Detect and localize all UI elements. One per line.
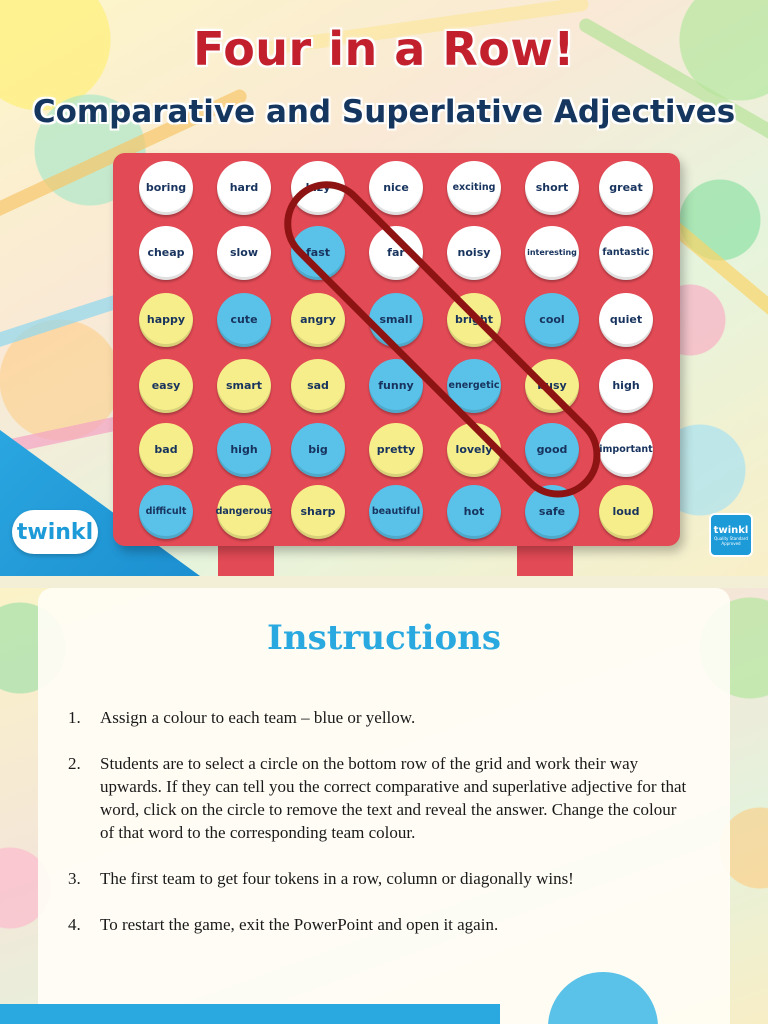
grid-circle-boring[interactable]: boring xyxy=(139,161,193,215)
grid-circle-cute[interactable]: cute xyxy=(217,293,271,347)
badge-title: twinkl xyxy=(713,524,749,536)
instruction-text: To restart the game, exit the PowerPoint and open it again. xyxy=(100,915,499,934)
grid-circle-far[interactable]: far xyxy=(369,226,423,280)
grid-circle-cheap[interactable]: cheap xyxy=(139,226,193,280)
grid-circle-cool[interactable]: cool xyxy=(525,293,579,347)
grid-circle-bad[interactable]: bad xyxy=(139,423,193,477)
instruction-number: 3. xyxy=(68,869,81,888)
instruction-item xyxy=(68,913,688,936)
grid-circle-dangerous[interactable]: dangerous xyxy=(217,485,271,539)
instruction-item xyxy=(68,706,688,729)
grid-circle-sad[interactable]: sad xyxy=(291,359,345,413)
grid-circle-great[interactable]: great xyxy=(599,161,653,215)
grid-circle-pretty[interactable]: pretty xyxy=(369,423,423,477)
instruction-text: The first team to get four tokens in a row, column or diagonally wins! xyxy=(100,869,574,888)
grid-circle-hot[interactable]: hot xyxy=(447,485,501,539)
grid-circle-difficult[interactable]: difficult xyxy=(139,485,193,539)
grid-circle-sharp[interactable]: sharp xyxy=(291,485,345,539)
grid-circle-funny[interactable]: funny xyxy=(369,359,423,413)
logo-text: twinkl xyxy=(16,519,94,545)
instruction-number: 2. xyxy=(68,754,81,773)
instructions-slide xyxy=(0,588,768,1024)
game-subtitle: Comparative and Superlative Adjectives xyxy=(32,94,736,130)
instruction-number: 1. xyxy=(68,708,81,727)
grid-circle-slow[interactable]: slow xyxy=(217,226,271,280)
badge-subtitle: Quality Standard Approved xyxy=(714,535,748,546)
instruction-number: 4. xyxy=(68,915,81,934)
twinkl-logo xyxy=(12,510,98,554)
grid-circle-fast[interactable]: fast xyxy=(291,226,345,280)
grid-circle-big[interactable]: big xyxy=(291,423,345,477)
token-grid xyxy=(113,153,680,546)
grid-circle-bright[interactable]: bright xyxy=(447,293,501,347)
grid-circle-short[interactable]: short xyxy=(525,161,579,215)
instruction-item xyxy=(68,752,688,844)
instructions-panel xyxy=(38,588,730,1024)
quality-badge xyxy=(709,513,753,557)
grid-circle-busy[interactable]: busy xyxy=(525,359,579,413)
grid-circle-noisy[interactable]: noisy xyxy=(447,226,501,280)
grid-circle-nice[interactable]: nice xyxy=(369,161,423,215)
grid-circle-fantastic[interactable]: fantastic xyxy=(599,226,653,280)
grid-circle-lovely[interactable]: lovely xyxy=(447,423,501,477)
grid-circle-high[interactable]: high xyxy=(599,359,653,413)
grid-circle-easy[interactable]: easy xyxy=(139,359,193,413)
grid-circle-beautiful[interactable]: beautiful xyxy=(369,485,423,539)
game-board xyxy=(113,153,680,546)
grid-circle-good[interactable]: good xyxy=(525,423,579,477)
instruction-item xyxy=(68,867,688,890)
grid-circle-quiet[interactable]: quiet xyxy=(599,293,653,347)
grid-circle-important[interactable]: important xyxy=(599,423,653,477)
grid-circle-loud[interactable]: loud xyxy=(599,485,653,539)
grid-circle-safe[interactable]: safe xyxy=(525,485,579,539)
instructions-list xyxy=(68,706,688,959)
game-title: Four in a Row! xyxy=(193,22,575,76)
instruction-text: Assign a colour to each team – blue or yellow. xyxy=(100,708,416,727)
grid-circle-high[interactable]: high xyxy=(217,423,271,477)
instructions-title: Instructions xyxy=(267,618,501,658)
instruction-text: Students are to select a circle on the bottom row of the grid and work their way upwards. If they can tell you the correct comparative and superlative adjective for that word, click on the circle to remove the text and reveal the answer. Change the colour of that word to the corresponding team colour. xyxy=(100,754,687,842)
grid-circle-interesting[interactable]: interesting xyxy=(525,226,579,280)
grid-circle-smart[interactable]: smart xyxy=(217,359,271,413)
grid-circle-hard[interactable]: hard xyxy=(217,161,271,215)
grid-circle-lazy[interactable]: lazy xyxy=(291,161,345,215)
grid-circle-energetic[interactable]: energetic xyxy=(447,359,501,413)
footer-bar xyxy=(0,1004,500,1024)
grid-circle-happy[interactable]: happy xyxy=(139,293,193,347)
grid-circle-exciting[interactable]: exciting xyxy=(447,161,501,215)
grid-circle-angry[interactable]: angry xyxy=(291,293,345,347)
grid-circle-small[interactable]: small xyxy=(369,293,423,347)
